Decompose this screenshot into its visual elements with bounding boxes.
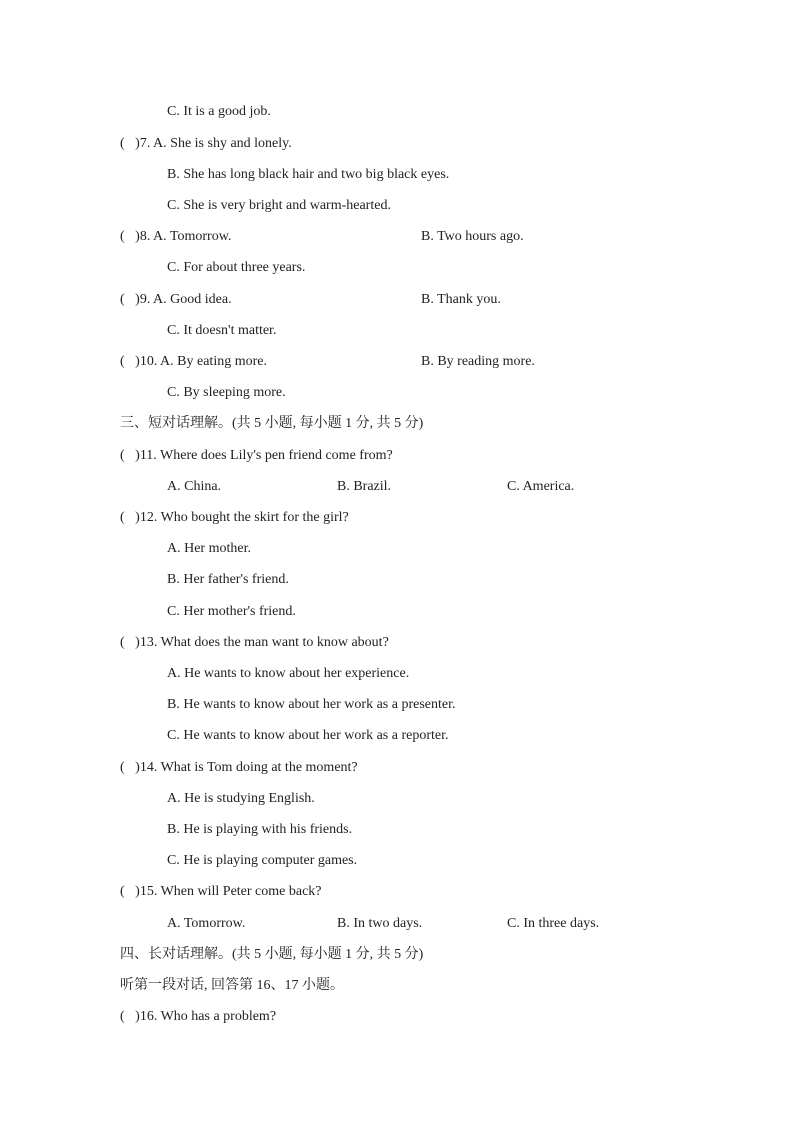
q13-question: ( )13. What does the man want to know about? <box>120 635 389 650</box>
q7-option-a: ( )7. A. She is shy and lonely. <box>120 136 292 151</box>
q10-option-b: B. By reading more. <box>421 354 535 369</box>
q8-option-b: B. Two hours ago. <box>421 229 524 244</box>
q14-option-a: A. He is studying English. <box>167 791 315 806</box>
q12-option-a: A. Her mother. <box>167 541 251 556</box>
q12-option-c: C. Her mother's friend. <box>167 604 296 619</box>
q13-option-a: A. He wants to know about her experience. <box>167 666 410 681</box>
q9-option-c: C. It doesn't matter. <box>167 323 277 338</box>
q14-question: ( )14. What is Tom doing at the moment? <box>120 760 358 775</box>
q8-option-c: C. For about three years. <box>167 260 306 275</box>
q12-option-b: B. Her father's friend. <box>167 572 289 587</box>
q15-question: ( )15. When will Peter come back? <box>120 884 322 899</box>
q7-option-b: B. She has long black hair and two big black eyes. <box>167 167 450 182</box>
q6-option-c: C. It is a good job. <box>167 104 271 119</box>
q9-option-b: B. Thank you. <box>421 292 501 307</box>
q15-option-b: B. In two days. <box>337 916 423 931</box>
q13-option-b: B. He wants to know about her work as a presenter. <box>167 697 456 712</box>
section-4-heading: 四、长对话理解。(共 5 小题, 每小题 1 分, 共 5 分) <box>120 947 424 962</box>
q8-option-a: ( )8. A. Tomorrow. <box>120 229 232 244</box>
q14-option-c: C. He is playing computer games. <box>167 853 358 868</box>
q10-option-a: ( )10. A. By eating more. <box>120 354 267 369</box>
q11-option-c: C. America. <box>507 479 575 494</box>
q12-question: ( )12. Who bought the skirt for the girl? <box>120 510 349 525</box>
dialogue-1-instruction: 听第一段对话, 回答第 16、17 小题。 <box>120 978 344 993</box>
q11-question: ( )11. Where does Lily's pen friend come from? <box>120 448 393 463</box>
q10-option-c: C. By sleeping more. <box>167 385 286 400</box>
q16-question: ( )16. Who has a problem? <box>120 1009 277 1024</box>
q15-option-a: A. Tomorrow. <box>167 916 246 931</box>
q14-option-b: B. He is playing with his friends. <box>167 822 353 837</box>
section-3-heading: 三、短对话理解。(共 5 小题, 每小题 1 分, 共 5 分) <box>120 416 424 431</box>
q11-option-a: A. China. <box>167 479 222 494</box>
q15-option-c: C. In three days. <box>507 916 600 931</box>
q9-option-a: ( )9. A. Good idea. <box>120 292 232 307</box>
q11-option-b: B. Brazil. <box>337 479 392 494</box>
q7-option-c: C. She is very bright and warm-hearted. <box>167 198 391 213</box>
q13-option-c: C. He wants to know about her work as a reporter. <box>167 728 449 743</box>
